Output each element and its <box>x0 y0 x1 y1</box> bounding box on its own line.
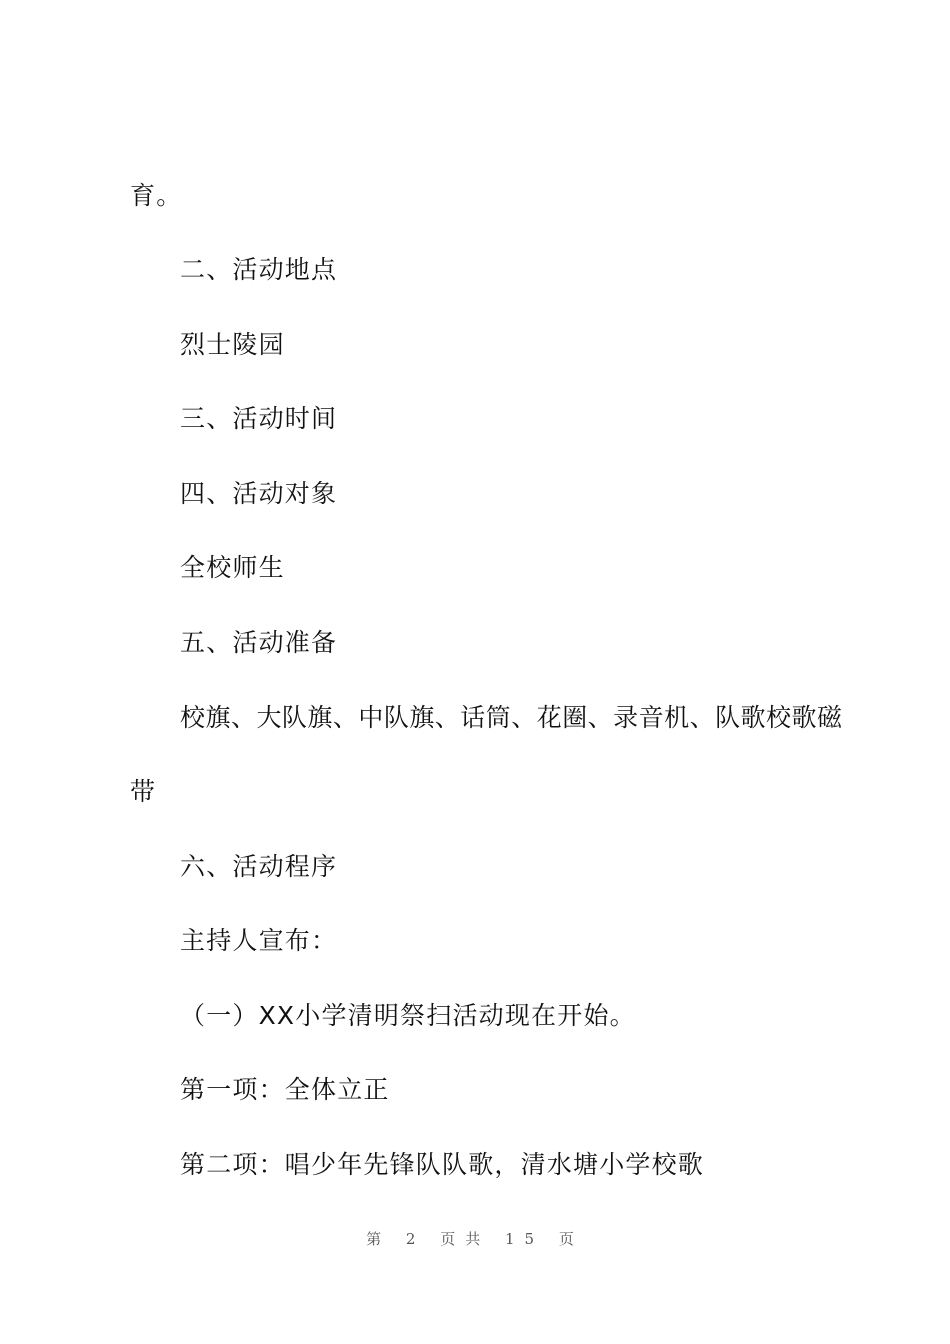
paragraph-host-announcement: 主持人宣布： <box>180 926 338 955</box>
paragraph-step-2: 第二项：唱少年先锋队队歌，清水塘小学校歌 <box>180 1150 705 1179</box>
paragraph-procedure-item-1: （一）XX小学清明祭扫活动现在开始。 <box>180 1001 636 1030</box>
section-heading-preparation: 五、活动准备 <box>180 628 338 657</box>
paragraph-target: 全校师生 <box>180 553 285 582</box>
section-heading-location: 二、活动地点 <box>180 255 338 284</box>
page-number-footer: 第 2 页共 15 页 <box>366 1230 584 1248</box>
paragraph-preparation-line-1: 校旗、大队旗、中队旗、话筒、花圈、录音机、队歌校歌磁 <box>180 703 842 732</box>
section-heading-procedure: 六、活动程序 <box>180 852 338 881</box>
paragraph-step-1: 第一项：全体立正 <box>180 1075 390 1104</box>
section-heading-target: 四、活动对象 <box>180 479 338 508</box>
section-heading-time: 三、活动时间 <box>180 404 338 433</box>
paragraph-line-continuation: 育。 <box>130 181 183 210</box>
paragraph-location: 烈士陵园 <box>180 330 285 359</box>
paragraph-preparation-line-2: 带 <box>130 777 157 806</box>
